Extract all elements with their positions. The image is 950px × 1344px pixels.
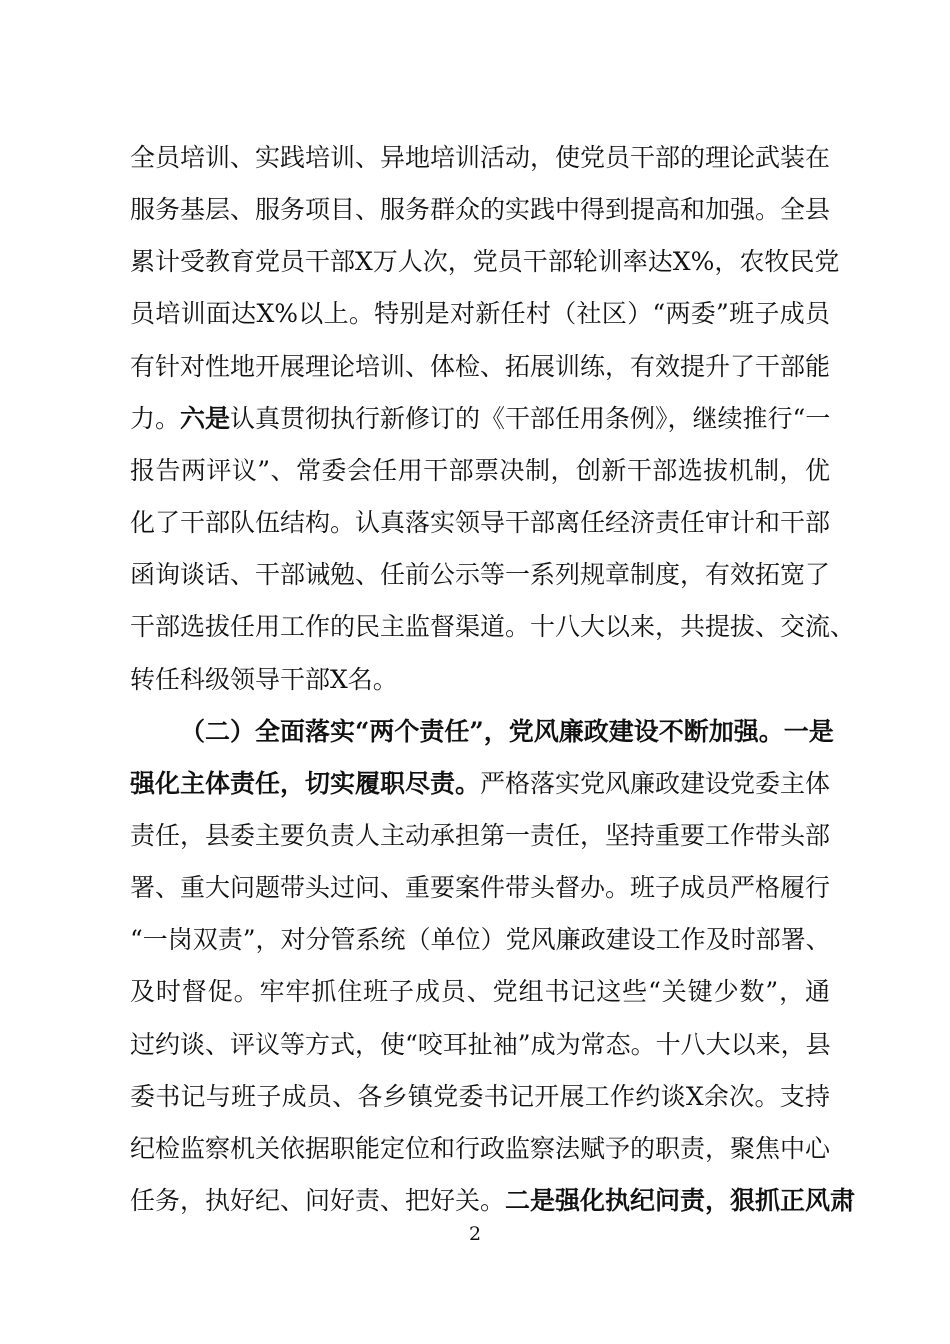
text-run: 任务，执好纪、问好责、把好关。 (130, 1186, 506, 1215)
text-line (130, 1129, 830, 1169)
text-line (130, 920, 830, 960)
text-line (180, 712, 834, 752)
text-run: “一岗双责”，对分管系统（单位）党风廉政建设工作及时部署、 (130, 925, 831, 955)
text-run: 全员培训、实践培训、异地培训活动，使党员干部的理论武装在 (130, 143, 831, 172)
text-run: 服务基层、服务项目、服务群众的实践中得到提高和加强。全县 (130, 195, 831, 225)
text-run: 员培训面达X%以上。特别是对新任村（社区）“两委”班子成员 (130, 299, 830, 329)
bold-run: 六是 (180, 403, 231, 433)
bold-run: 强化主体责任，切实履职尽责。 (130, 768, 481, 798)
text-line (130, 190, 830, 230)
text-line (130, 503, 830, 543)
text-run: 力。 (130, 403, 181, 433)
text-run: 及时督促。牢牢抓住班子成员、党组书记这些“关键少数”，通 (130, 977, 830, 1007)
text-run: 报告两评议”、常委会任用干部票决制，创新干部选拔机制，优 (130, 455, 830, 485)
text-line (130, 607, 856, 647)
text-line (130, 242, 840, 282)
text-line (130, 1025, 830, 1065)
text-line (130, 868, 830, 908)
text-run: 认真贯彻执行新修订的《干部任用条例》，继续推行“一 (230, 403, 831, 433)
text-line (130, 347, 830, 387)
text-line (130, 1181, 856, 1221)
text-run: 转任科级领导干部X名。 (130, 664, 398, 694)
page-number: 2 (468, 1223, 482, 1245)
text-line (130, 399, 830, 439)
text-run: 署、重大问题带头过问、重要案件带头督办。班子成员严格履行 (130, 873, 831, 903)
bold-run: （二）全面落实“两个责任”，党风廉政建设不断加强。一是 (180, 716, 834, 746)
text-run: 化了干部队伍结构。认真落实领导干部离任经济责任审计和干部 (130, 508, 831, 538)
text-line (130, 816, 830, 856)
text-line (130, 294, 830, 334)
text-line (130, 764, 830, 804)
text-run: 函询谈话、干部诫勉、任前公示等一系列规章制度，有效拓宽了 (130, 560, 831, 590)
text-run: 过约谈、评议等方式，使“咬耳扯袖”成为常态。十八大以来，县 (130, 1029, 831, 1059)
text-run: 干部选拔任用工作的民主监督渠道。十八大以来，共提拔、交流、 (130, 612, 856, 642)
text-line (130, 660, 830, 700)
text-run: 责任，县委主要负责人主动承担第一责任，坚持重要工作带头部 (130, 820, 831, 850)
text-line (130, 972, 830, 1012)
bold-run: 二是强化执纪问责，狠抓正风肃 (505, 1186, 856, 1215)
text-run: 纪检监察机关依据职能定位和行政监察法赋予的职责，聚焦中心 (130, 1133, 831, 1163)
text-line (130, 451, 830, 491)
text-line (130, 555, 830, 595)
text-line (130, 1077, 830, 1117)
text-run: 严格落实党风廉政建设党委主体 (480, 768, 831, 798)
text-run: 累计受教育党员干部X万人次，党员干部轮训率达X%，农牧民党 (130, 247, 840, 277)
text-run: 委书记与班子成员、各乡镇党委书记开展工作约谈X余次。支持 (130, 1081, 830, 1111)
text-line (130, 138, 830, 178)
text-run: 有针对性地开展理论培训、体检、拓展训练，有效提升了干部能 (130, 351, 831, 381)
